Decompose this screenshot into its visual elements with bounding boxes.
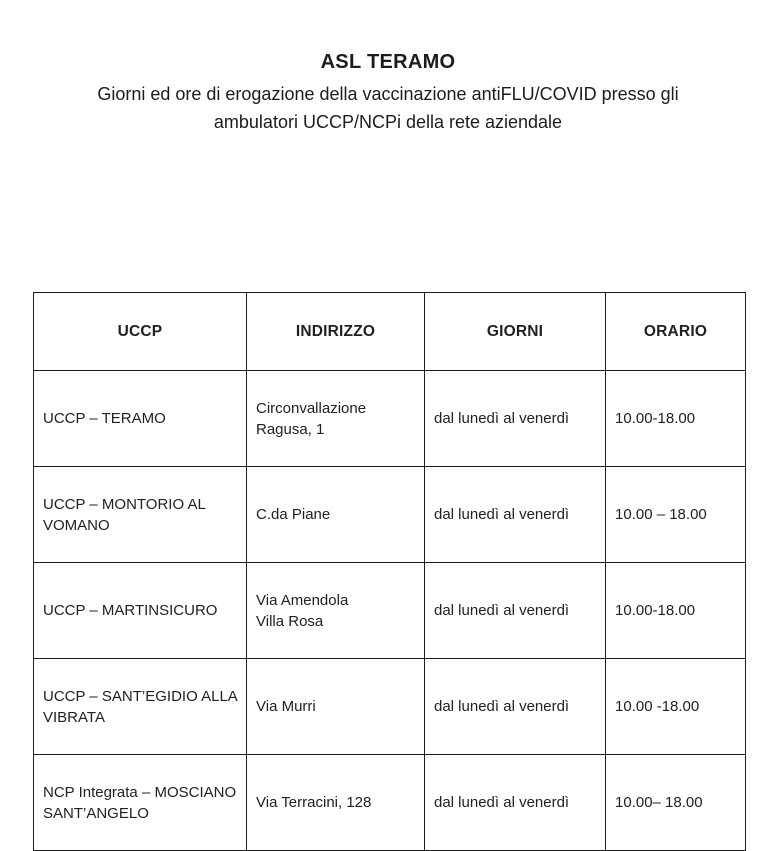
indirizzo-cell: Circonvallazione Ragusa, 1 (247, 371, 425, 467)
table-row (34, 467, 746, 563)
orario-cell: 10.00-18.00 (606, 371, 746, 467)
uccp-cell: NCP Integrata – MOSCIANO SANT’ANGELO (34, 755, 247, 851)
column-header-giorni: GIORNI (425, 293, 606, 371)
giorni-cell: dal lunedì al venerdì (425, 371, 606, 467)
page-subtitle: Giorni ed ore di erogazione della vaccinazione antiFLU/COVID presso gli ambulatori UCCP/NCPi della rete aziendale (97, 84, 679, 132)
indirizzo-cell: Via Terracini, 128 (247, 755, 425, 851)
orario-cell: 10.00 -18.00 (606, 659, 746, 755)
uccp-cell: UCCP – MARTINSICURO (34, 563, 247, 659)
document-header (0, 0, 776, 136)
orario-cell: 10.00– 18.00 (606, 755, 746, 851)
giorni-cell: dal lunedì al venerdì (425, 467, 606, 563)
table-row (34, 755, 746, 851)
vaccination-schedule-table (33, 292, 746, 851)
table-row (34, 659, 746, 755)
orario-cell: 10.00 – 18.00 (606, 467, 746, 563)
giorni-cell: dal lunedì al venerdì (425, 755, 606, 851)
uccp-cell: UCCP – SANT’EGIDIO ALLA VIBRATA (34, 659, 247, 755)
table-header-row (34, 293, 746, 371)
table-row (34, 371, 746, 467)
giorni-cell: dal lunedì al venerdì (425, 563, 606, 659)
page-title: ASL TERAMO (320, 51, 456, 73)
indirizzo-cell: Via Amendola Villa Rosa (247, 563, 425, 659)
orario-cell: 10.00-18.00 (606, 563, 746, 659)
column-header-orario: ORARIO (606, 293, 746, 371)
column-header-uccp: UCCP (34, 293, 247, 371)
uccp-cell: UCCP – TERAMO (34, 371, 247, 467)
indirizzo-cell: C.da Piane (247, 467, 425, 563)
indirizzo-cell: Via Murri (247, 659, 425, 755)
table-row (34, 563, 746, 659)
uccp-cell: UCCP – MONTORIO AL VOMANO (34, 467, 247, 563)
column-header-indirizzo: INDIRIZZO (247, 293, 425, 371)
giorni-cell: dal lunedì al venerdì (425, 659, 606, 755)
